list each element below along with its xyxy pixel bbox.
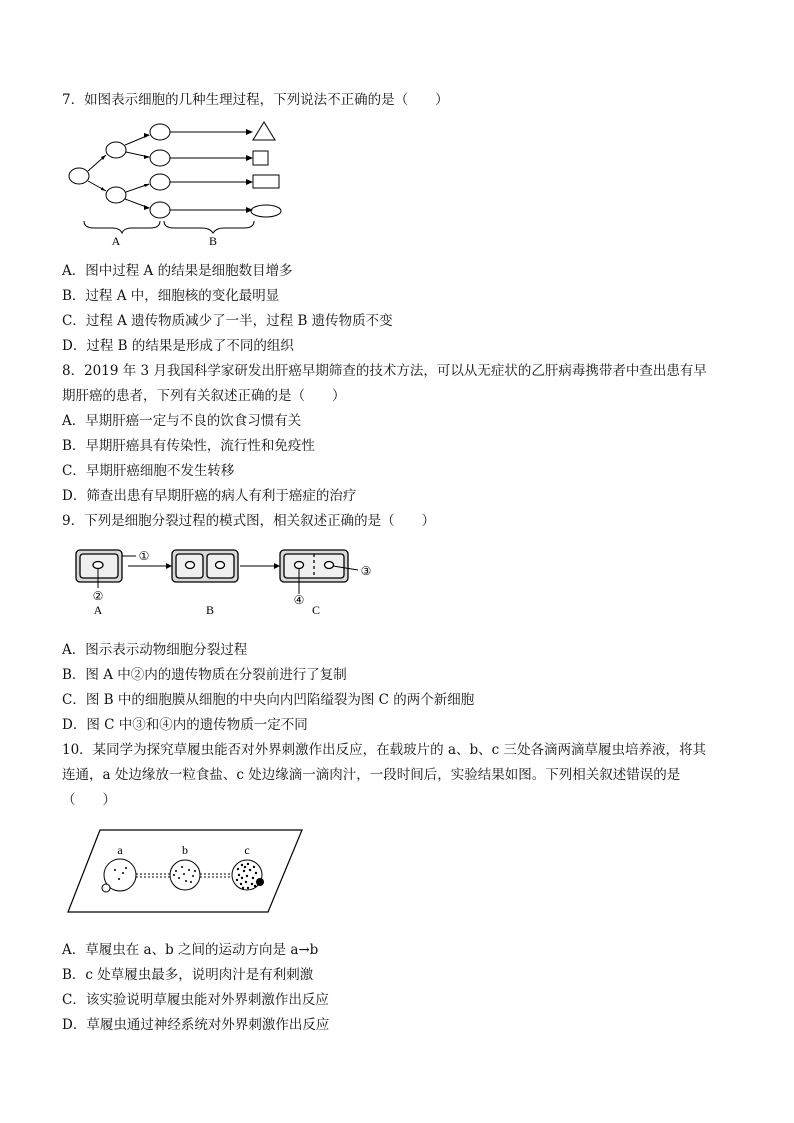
q7-stem: 7．如图表示细胞的几种生理过程，下列说法不正确的是（ ）	[62, 92, 449, 108]
q9-mark-1: ①	[138, 549, 150, 563]
q9-option-d: D．图 C 中③和④内的遗传物质一定不同	[62, 717, 308, 733]
q10-option-b: B．c 处草履虫最多，说明肉汁是有利刺激	[62, 967, 314, 983]
q8-stem-line1: 8．2019 年 3 月我国科学家研发出肝癌早期筛查的技术方法，可以从无症状的乙肝病毒携带者中查出患有早	[62, 363, 707, 379]
q9-option-c: C．图 B 中的细胞膜从细胞的中央向内凹陷缢裂为图 C 的两个新细胞	[62, 692, 475, 708]
q10-option-a: A．草履虫在 a、b 之间的运动方向是 a→b	[62, 942, 319, 958]
q10-salt-grain	[102, 884, 110, 892]
q10-stem-line1: 10．某同学为探究草履虫能否对外界刺激作出反应，在载玻片的 a、b、c 三处各滴两滴草履虫培养液，将其	[62, 742, 707, 758]
q8-option-d: D．筛查出患有早期肝癌的病人有利于癌症的治疗	[62, 488, 357, 504]
q7-cell-1a	[106, 142, 126, 158]
q9-option-b: B．图 A 中②内的遗传物质在分裂前进行了复制	[62, 667, 347, 683]
q9-label-b: B	[205, 603, 215, 617]
q7-square-shape	[253, 151, 268, 165]
q10-option-c: C．该实验说明草履虫能对外界刺激作出反应	[62, 992, 329, 1008]
q10-stem-line2: 连通，a 处边缘放一粒食盐、c 处边缘滴一滴肉汁，一段时间后，实验结果如图。下列相关叙述错误的是	[62, 767, 681, 783]
q9-label-c: C	[311, 603, 321, 617]
q7-option-d: D．过程 B 的结果是形成了不同的组织	[62, 338, 294, 354]
q8-option-a: A．早期肝癌一定与不良的饮食习惯有关	[62, 413, 302, 429]
q10-label-b: b	[182, 843, 188, 857]
q7-triangle-shape	[253, 122, 275, 140]
q7-option-a: A．图中过程 A 的结果是细胞数目增多	[62, 263, 293, 279]
q7-brace-b	[164, 221, 254, 233]
q7-label-a: A	[111, 234, 121, 248]
q7-cell-0	[69, 168, 89, 184]
q10-label-c: c	[244, 843, 250, 857]
q9-cell-division-diagram	[70, 544, 380, 618]
q9-mark-3: ③	[360, 564, 372, 578]
q8-stem-line2: 期肝癌的患者，下列有关叙述正确的是（ ）	[62, 388, 346, 404]
q8-option-b: B．早期肝癌具有传染性，流行性和免疫性	[62, 438, 315, 454]
q9-mark-2: ②	[92, 589, 104, 603]
q10-label-a: a	[117, 843, 123, 857]
q7-cell-1b	[106, 187, 126, 203]
q10-option-d: D．草履虫通过神经系统对外界刺激作出反应	[62, 1017, 330, 1033]
q7-label-b: B	[208, 234, 218, 248]
q9-mark-4: ④	[293, 593, 305, 607]
q7-cell-process-diagram	[64, 118, 294, 250]
q7-brace-a	[84, 221, 160, 233]
q8-option-c: C．早期肝癌细胞不发生转移	[62, 463, 235, 479]
q7-option-b: B．过程 A 中，细胞核的变化最明显	[62, 288, 280, 304]
q9-option-a: A．图示表示动物细胞分裂过程	[62, 642, 248, 658]
q7-rectangle-shape	[253, 175, 279, 188]
q9-stem: 9．下列是细胞分裂过程的模式图，相关叙述正确的是（ ）	[62, 513, 436, 529]
q7-oval-shape	[251, 205, 281, 217]
q10-slide-diagram	[66, 826, 306, 918]
q9-label-a: A	[93, 603, 103, 617]
q10-stem-line3: （ ）	[62, 792, 116, 808]
q10-meat-juice-drop	[256, 878, 264, 886]
q7-option-c: C．过程 A 遗传物质减少了一半，过程 B 遗传物质不变	[62, 313, 393, 329]
